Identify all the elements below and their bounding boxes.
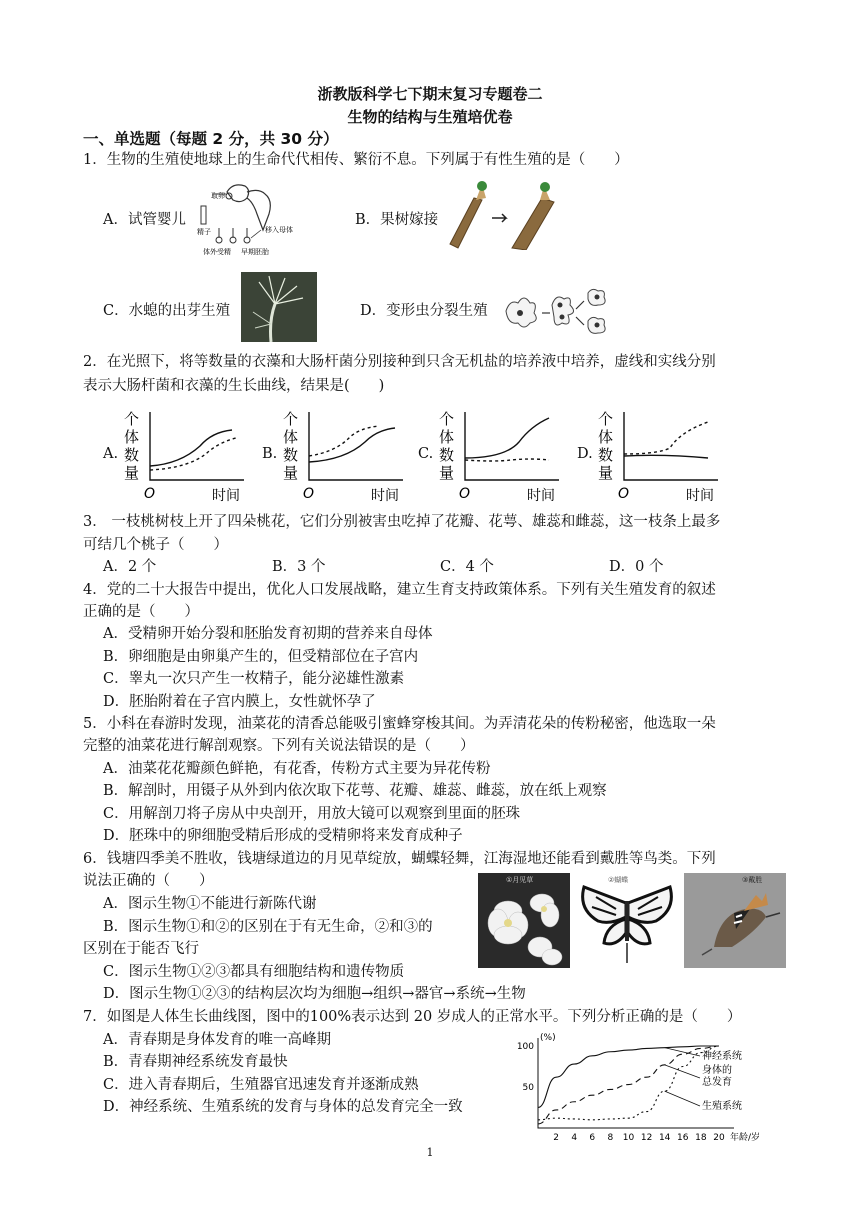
y-tick-label: 50 bbox=[522, 1083, 534, 1093]
q6-option-d: D．图示生物①②③的结构层次均为细胞→组织→器官→系统→生物 bbox=[103, 986, 526, 1002]
q2-growth-graph bbox=[594, 408, 724, 504]
graph-ylabel-char: 个 bbox=[283, 410, 299, 428]
q7-option-c: C．进入青春期后，生殖器官迅速发育并逐渐成熟 bbox=[103, 1077, 419, 1093]
hydra-image bbox=[241, 272, 317, 342]
q5-option-b: B．解剖时，用镊子从外到内依次取下花萼、花瓣、雄蕊、雌蕊，放在纸上观察 bbox=[103, 783, 607, 799]
ivf-label-egg: 取卵 bbox=[211, 192, 225, 200]
q4-option-d: D．胚胎附着在子宫内膜上，女性就怀孕了 bbox=[103, 694, 376, 710]
q1-option-d: D．变形虫分裂生殖 bbox=[360, 303, 488, 319]
growth-chart bbox=[508, 1030, 788, 1148]
q2-growth-graph bbox=[120, 408, 250, 504]
grafting-image bbox=[446, 178, 562, 250]
graph-ylabel-char: 量 bbox=[598, 464, 614, 482]
graph-xlabel: 时间 bbox=[686, 488, 714, 504]
graph-ylabel-char: 量 bbox=[439, 464, 455, 482]
x-tick-label: 4 bbox=[571, 1133, 578, 1143]
graph-origin: O bbox=[459, 486, 471, 502]
dashed-curve bbox=[309, 426, 379, 456]
solid-curve bbox=[624, 455, 708, 458]
q5-option-a: A．油菜花花瓣颜色鲜艳，有花香，传粉方式主要为异花传粉 bbox=[103, 761, 491, 777]
q1-stem: 1．生物的生殖使地球上的生命代代相传、繁衍不息。下列属于有性生殖的是（ ） bbox=[83, 152, 629, 168]
x-tick-label: 14 bbox=[658, 1133, 671, 1143]
amoeba-division-image bbox=[502, 285, 612, 339]
x-tick-label: 8 bbox=[607, 1133, 614, 1143]
y-tick-label: 100 bbox=[516, 1042, 534, 1052]
q4-option-a: A．受精卵开始分裂和胚胎发育初期的营养来自母体 bbox=[103, 626, 433, 642]
graph-ylabel-char: 体 bbox=[124, 428, 140, 446]
page-subtitle: 生物的结构与生殖培优卷 bbox=[347, 108, 513, 126]
butterfly-image bbox=[576, 873, 678, 968]
q6-image-label-3: ③戴胜 bbox=[742, 876, 763, 884]
x-tick-label: 6 bbox=[589, 1133, 596, 1143]
q5-option-d: D．胚珠中的卵细胞受精后形成的受精卵将来发育成种子 bbox=[103, 828, 463, 844]
graph-ylabel-char: 个 bbox=[124, 410, 140, 428]
graph-axes bbox=[465, 412, 559, 480]
q6-image-label-1: ①月见草 bbox=[506, 876, 534, 884]
q6-stem-line2: 说法正确的（ ） bbox=[83, 873, 214, 889]
graph-xlabel: 时间 bbox=[212, 488, 240, 504]
q3-stem-line2: 可结几个桃子（ ） bbox=[83, 537, 228, 553]
q7-option-d: D．神经系统、生殖系统的发育与身体的总发育完全一致 bbox=[103, 1099, 463, 1115]
graph-ylabel-char: 个 bbox=[598, 410, 614, 428]
q2-stem-line2: 表示大肠杆菌和衣藻的生长曲线，结果是( ) bbox=[83, 378, 385, 394]
q6-option-a: A．图示生物①不能进行新陈代谢 bbox=[103, 896, 317, 912]
series-label: 神经系统 bbox=[702, 1051, 742, 1062]
graph-ylabel-char: 数 bbox=[283, 446, 299, 464]
q2-growth-graph bbox=[279, 408, 409, 504]
x-tick-label: 20 bbox=[713, 1133, 725, 1143]
q2-option-label: C. bbox=[418, 446, 434, 462]
section-heading: 一、单选题（每题 2 分，共 30 分） bbox=[83, 130, 339, 148]
hoopoe-image bbox=[684, 873, 786, 968]
x-tick-label: 12 bbox=[640, 1133, 653, 1143]
q1-option-a: A．试管婴儿 bbox=[103, 212, 186, 228]
q4-stem-line2: 正确的是（ ） bbox=[83, 604, 199, 620]
q7-option-a: A．青春期是身体发育的唯一高峰期 bbox=[103, 1032, 331, 1048]
ivf-label-sperm: 精子 bbox=[197, 228, 211, 236]
q2-stem-line1: 2．在光照下，将等数量的衣藻和大肠杆菌分别接种到只含无机盐的培养液中培养，虚线和实线分别 bbox=[83, 354, 716, 370]
graph-xlabel: 时间 bbox=[371, 488, 399, 504]
q2-option-label: D. bbox=[577, 446, 593, 462]
graph-axes bbox=[150, 412, 244, 480]
q4-option-b: B．卵细胞是由卵巢产生的，但受精部位在子宫内 bbox=[103, 649, 419, 665]
q5-option-c: C．用解剖刀将子房从中央剖开，用放大镜可以观察到里面的胚珠 bbox=[103, 806, 521, 822]
series-label: 身体的 bbox=[702, 1065, 732, 1076]
graph-origin: O bbox=[144, 486, 156, 502]
ivf-label-fertilize: 体外受精 bbox=[203, 248, 231, 256]
q2-option-label: B. bbox=[262, 446, 278, 462]
q4-stem-line1: 4．党的二十大报告中提出，优化人口发展战略，建立生育支持政策体系。下列有关生殖发育的叙述 bbox=[83, 582, 716, 598]
series-line bbox=[538, 1046, 719, 1124]
graph-ylabel-char: 体 bbox=[598, 428, 614, 446]
q5-stem-line2: 完整的油菜花进行解剖观察。下列有关说法错误的是（ ） bbox=[83, 738, 475, 754]
x-tick-label: 16 bbox=[677, 1133, 689, 1143]
chart-ylabel: (%) bbox=[540, 1033, 556, 1043]
q6-option-b-line2: 区别在于能否飞行 bbox=[83, 941, 199, 957]
series-label: 生殖系统 bbox=[702, 1101, 742, 1112]
q6-option-b-line1: B．图示生物①和②的区别在于有无生命，②和③的 bbox=[103, 919, 433, 935]
graph-ylabel-char: 体 bbox=[283, 428, 299, 446]
q3-option-a: A．2 个 bbox=[103, 559, 157, 575]
q7-stem: 7．如图是人体生长曲线图，图中的100%表示达到 20 岁成人的正常水平。下列分析正确的是（ ） bbox=[83, 1009, 742, 1025]
q1-option-b: B．果树嫁接 bbox=[355, 212, 439, 228]
q6-stem-line1: 6．钱塘四季美不胜收，钱塘绿道边的月见草绽放，蝴蝶轻舞，江海湿地还能看到戴胜等鸟类。下列 bbox=[83, 851, 716, 867]
x-tick-label: 10 bbox=[622, 1133, 635, 1143]
ivf-diagram bbox=[193, 178, 301, 258]
chart-xlabel: 年龄/岁 bbox=[730, 1133, 761, 1143]
series-leader bbox=[665, 1048, 700, 1056]
graph-origin: O bbox=[618, 486, 630, 502]
q1-option-c: C．水螅的出芽生殖 bbox=[103, 303, 231, 319]
graph-ylabel-char: 量 bbox=[283, 464, 299, 482]
ivf-label-transfer: 移入母体 bbox=[265, 226, 293, 234]
q3-option-c: C．4 个 bbox=[440, 559, 494, 575]
graph-ylabel-char: 数 bbox=[439, 446, 455, 464]
graph-xlabel: 时间 bbox=[527, 488, 555, 504]
series-line bbox=[538, 1046, 719, 1120]
q6-image-label-2: ②蝴蝶 bbox=[608, 876, 629, 884]
graph-axes bbox=[309, 412, 403, 480]
x-tick-label: 2 bbox=[553, 1133, 559, 1143]
x-tick-label: 18 bbox=[695, 1133, 707, 1143]
series-leader bbox=[665, 1091, 700, 1106]
solid-curve bbox=[465, 418, 549, 458]
q3-option-b: B．3 个 bbox=[272, 559, 326, 575]
page-title: 浙教版科学七下期末复习专题卷二 bbox=[317, 85, 543, 103]
dashed-curve bbox=[465, 459, 549, 461]
q5-stem-line1: 5．小科在春游时发现，油菜花的清香总能吸引蜜蜂穿梭其间。为弄清花朵的传粉秘密，他选取一朵 bbox=[83, 716, 716, 732]
graph-ylabel-char: 数 bbox=[598, 446, 614, 464]
series-line bbox=[538, 1046, 719, 1108]
solid-curve bbox=[150, 430, 232, 466]
ivf-label-embryo: 早期胚胎 bbox=[241, 248, 269, 256]
q6-option-c: C．图示生物①②③都具有细胞结构和遗传物质 bbox=[103, 964, 405, 980]
q2-option-label: A. bbox=[103, 446, 119, 462]
solid-curve bbox=[309, 428, 395, 462]
evening-primrose-image bbox=[478, 873, 570, 968]
series-label: 总发育 bbox=[702, 1077, 732, 1088]
q4-option-c: C．睾丸一次只产生一枚精子，能分泌雄性激素 bbox=[103, 671, 405, 687]
dashed-curve bbox=[150, 438, 236, 470]
q3-stem-line1: 3． 一枝桃树枝上开了四朵桃花，它们分别被害虫吃掉了花瓣、花萼、雄蕊和雌蕊，这一枝条上最多 bbox=[83, 514, 721, 530]
graph-ylabel-char: 数 bbox=[124, 446, 140, 464]
q7-option-b: B．青春期神经系统发育最快 bbox=[103, 1054, 288, 1070]
q3-option-d: D．0 个 bbox=[609, 559, 664, 575]
page-number: 1 bbox=[426, 1146, 434, 1159]
dashed-curve bbox=[624, 422, 708, 454]
graph-ylabel-char: 量 bbox=[124, 464, 140, 482]
q2-growth-graph bbox=[435, 408, 565, 504]
graph-ylabel-char: 个 bbox=[439, 410, 455, 428]
graph-origin: O bbox=[303, 486, 315, 502]
graph-ylabel-char: 体 bbox=[439, 428, 455, 446]
